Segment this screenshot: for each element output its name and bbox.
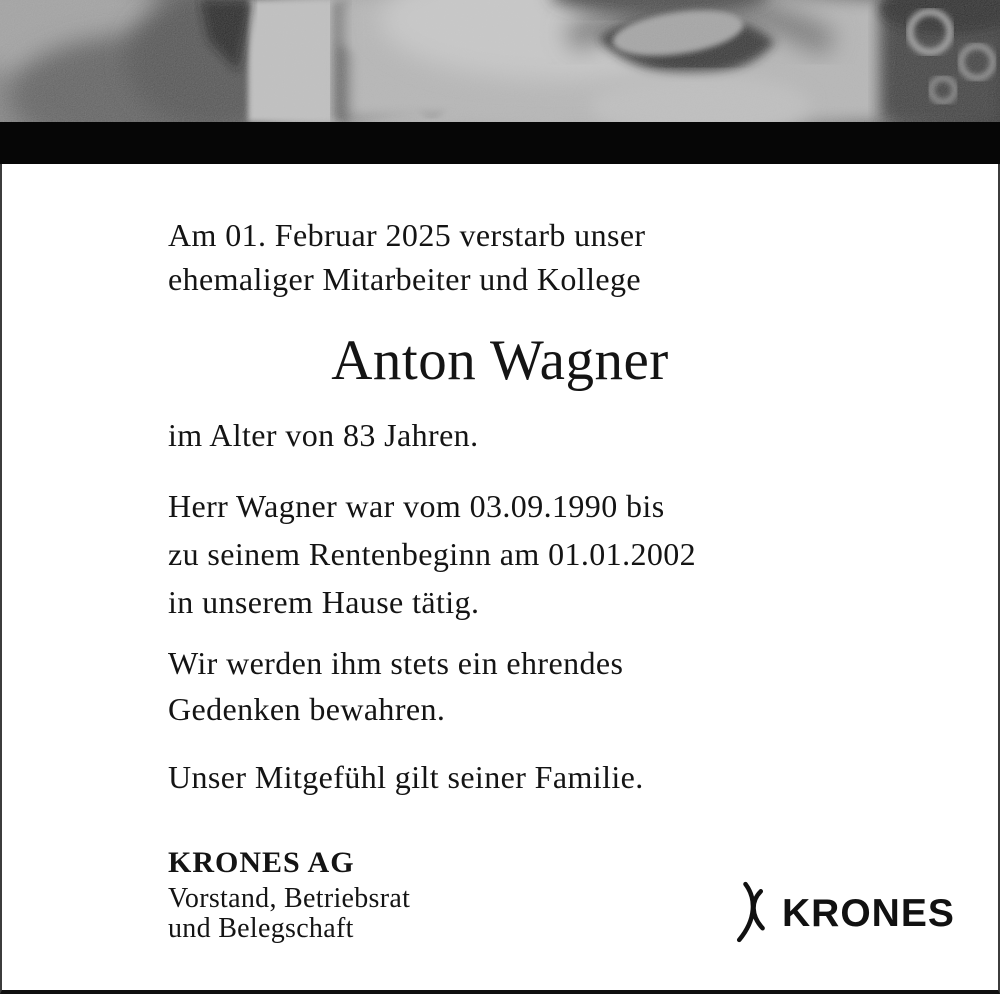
remembrance-line-1: Wir werden ihm stets ein ehrendes xyxy=(168,645,624,681)
signature-line-2: und Belegschaft xyxy=(168,913,354,944)
intro-paragraph xyxy=(168,213,646,301)
remembrance-paragraph xyxy=(168,640,623,732)
statue-photo xyxy=(0,0,1000,122)
employment-line-3: in unserem Hause tätig. xyxy=(168,584,480,620)
krones-logo xyxy=(732,880,955,944)
signature-line-1: Vorstand, Betriebsrat xyxy=(168,883,411,914)
employment-line-1: Herr Wagner war vom 03.09.1990 bis xyxy=(168,488,665,524)
intro-line-1: Am 01. Februar 2025 verstarb unser xyxy=(168,217,646,253)
sympathy-line: Unser Mitgefühl gilt seiner Familie. xyxy=(168,759,644,795)
krones-logo-mark-icon xyxy=(732,880,768,944)
black-divider-bar xyxy=(0,122,1000,164)
age-line: im Alter von 83 Jahren. xyxy=(168,417,479,453)
krones-logo-text: KRONES xyxy=(782,891,955,935)
employment-paragraph xyxy=(168,482,696,626)
deceased-name: Anton Wagner xyxy=(331,329,669,392)
signature-company: KRONES AG xyxy=(168,846,355,879)
remembrance-line-2: Gedenken bewahren. xyxy=(168,691,446,727)
intro-line-2: ehemaliger Mitarbeiter und Kollege xyxy=(168,261,641,297)
employment-line-2: zu seinem Rentenbeginn am 01.01.2002 xyxy=(168,536,697,572)
signature-block xyxy=(168,884,410,944)
